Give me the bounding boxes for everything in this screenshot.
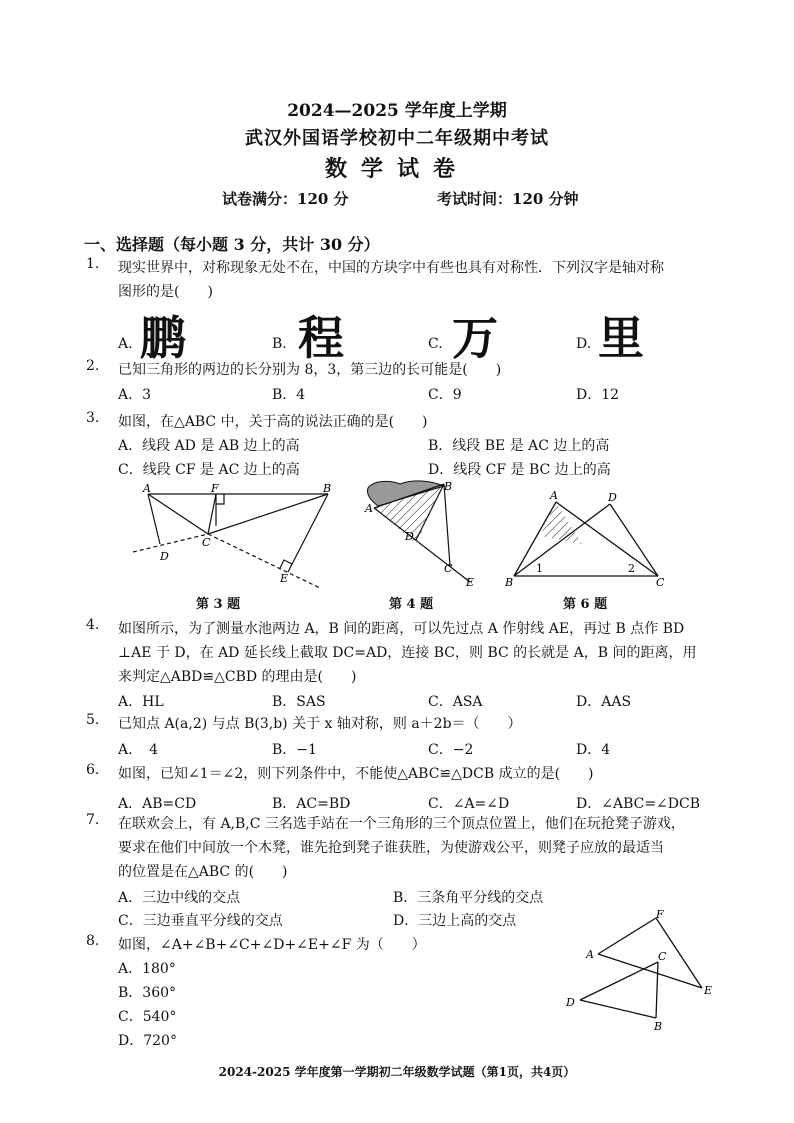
q3-option-a: A．线段 AD 是 AB 边上的高 [118, 438, 300, 454]
fig8-label-f: F [656, 908, 664, 921]
q4-option-d: D．AAS [576, 694, 632, 710]
q1-option-a-char: 鹏 [140, 311, 186, 365]
q3-option-c: C．线段 CF 是 AC 边上的高 [118, 462, 300, 478]
q2-text: 已知三角形的两边的长分别为 8，3，第三边的长可能是( ) [118, 362, 502, 378]
q6-option-c: C．∠A=∠D [428, 796, 510, 812]
q1-option-d-label: D. [576, 336, 592, 352]
q4-option-a: A．HL [118, 694, 164, 710]
q8-number: 8. [86, 933, 100, 949]
q4-line3: 来判定△ABD≌△CBD 的理由是( ) [118, 669, 357, 685]
exam-time: 考试时间：120 分钟 [437, 190, 579, 208]
q8-option-d: D．720° [118, 1033, 177, 1049]
q1-option-b-label: B. [272, 336, 287, 352]
q1-line2: 图形的是( ) [118, 284, 213, 300]
fig6-angle-2: 2 [628, 562, 635, 575]
figure-4-caption: 第 4 题 [389, 597, 434, 612]
section-heading: 一、选择题（每小题 3 分，共计 30 分） [84, 235, 380, 254]
q7-option-b: B．三条角平分线的交点 [393, 890, 544, 906]
exam-school-title: 武汉外国语学校初中二年级期中考试 [245, 128, 549, 149]
figure-4 [360, 474, 490, 592]
q3-option-b: B．线段 BE 是 AC 边上的高 [428, 438, 610, 454]
q2-option-d: D．12 [576, 387, 620, 403]
fig4-label-d: D [405, 530, 414, 543]
q8-text: 如图，∠A+∠B+∠C+∠D+∠E+∠F 为（ ） [118, 937, 426, 953]
exam-subject-title: 数学试卷 [324, 156, 469, 182]
q2-number: 2. [86, 358, 100, 374]
q3-number: 3. [86, 410, 100, 426]
q4-option-b: B．SAS [272, 694, 326, 710]
fig3-label-b: B [323, 482, 332, 495]
q1-option-a-label: A. [118, 336, 133, 352]
fig6-label-d: D [608, 491, 617, 504]
fig3-label-c: C [202, 536, 211, 549]
q5-text: 已知点 A(a,2) 与点 B(3,b) 关于 x 轴对称，则 a＋2b＝（ ） [118, 716, 522, 732]
q4-number: 4. [86, 617, 100, 633]
fig4-label-c: C [444, 562, 453, 575]
figure-6-caption: 第 6 题 [563, 597, 608, 612]
figure-3-caption: 第 3 题 [196, 597, 241, 612]
q5-option-b: B．−1 [272, 742, 317, 758]
q6-number: 6. [86, 762, 100, 778]
fig6-angle-1: 1 [536, 562, 543, 575]
q2-option-c: C．9 [428, 387, 462, 403]
q6-text: 如图，已知∠1＝∠2，则下列条件中，不能使△ABC≌△DCB 成立的是( ) [118, 766, 594, 782]
q8-option-a: A．180° [118, 961, 176, 977]
q5-option-c: C．−2 [428, 742, 474, 758]
fig6-label-b: B [505, 576, 514, 589]
full-score: 试卷满分：120 分 [222, 190, 349, 208]
q4-line2: ⊥AE 于 D，在 AD 延长线上截取 DC=AD，连接 BC，则 BC 的长就是 A，B 间的距离，用 [118, 645, 697, 661]
q7-line3: 的位置是在△ABC 的( ) [118, 864, 288, 880]
q5-option-a: A． 4 [118, 742, 159, 758]
fig8-label-c: C [658, 950, 667, 963]
q3-text: 如图，在△ABC 中，关于高的说法正确的是( ) [118, 414, 428, 430]
fig6-label-c: C [656, 576, 665, 589]
q1-option-b-char: 程 [298, 311, 344, 365]
fig6-label-a: A [550, 489, 558, 502]
q7-line2: 要求在他们中间放一个木凳，谁先抢到凳子谁获胜，为使游戏公平，则凳子应放的最适当 [118, 840, 664, 856]
fig8-label-b: B [654, 1020, 663, 1033]
fig3-label-d: D [160, 550, 169, 563]
q1-option-c-char: 万 [452, 311, 498, 365]
q1-option-d-char: 里 [598, 311, 644, 365]
q3-option-d: D．线段 CF 是 BC 边上的高 [428, 462, 611, 478]
fig8-label-d: D [566, 996, 575, 1009]
figure-6 [500, 488, 680, 590]
q4-line1: 如图所示，为了测量水池两边 A，B 间的距离，可以先过点 A 作射线 AE，再过 B 点作 BD [118, 621, 685, 637]
q2-option-b: B．4 [272, 387, 306, 403]
q7-option-a: A．三边中线的交点 [118, 890, 241, 906]
q1-option-c-label: C. [428, 336, 443, 352]
fig4-label-a: A [365, 502, 373, 515]
fig8-label-a: A [586, 948, 594, 961]
figure-3 [128, 482, 338, 592]
q8-option-c: C．540° [118, 1009, 177, 1025]
fig3-label-a: A [143, 482, 151, 495]
fig8-label-e: E [704, 984, 713, 997]
page-footer: 2024-2025 学年度第一学期初二年级数学试题（第1页，共4页） [218, 1065, 576, 1079]
q5-option-d: D．4 [576, 742, 611, 758]
figure-8 [560, 906, 720, 1036]
q6-option-d: D．∠ABC=∠DCB [576, 796, 701, 812]
q6-option-b: B．AC=BD [272, 796, 351, 812]
q6-option-a: A．AB=CD [118, 796, 197, 812]
q1-number: 1. [86, 256, 100, 272]
exam-year-title: 2024—2025 学年度上学期 [287, 101, 507, 121]
q7-line1: 在联欢会上，有 A,B,C 三名选手站在一个三角形的三个顶点位置上，他们在玩抢凳子游戏， [118, 816, 685, 832]
q1-line1: 现实世界中，对称现象无处不在，中国的方块字中有些也具有对称性．下列汉字是轴对称 [118, 260, 664, 276]
q4-option-c: C．ASA [428, 694, 483, 710]
q7-number: 7. [86, 812, 100, 828]
q8-option-b: B．360° [118, 985, 177, 1001]
fig4-label-e: E [466, 576, 475, 589]
fig3-label-e: E [280, 572, 289, 585]
fig4-label-b: B [444, 480, 453, 493]
q7-option-d: D．三边上高的交点 [393, 913, 517, 929]
q7-option-c: C．三边垂直平分线的交点 [118, 913, 283, 929]
q5-number: 5. [86, 712, 100, 728]
q2-option-a: A．3 [118, 387, 152, 403]
fig3-label-f: F [211, 482, 219, 495]
